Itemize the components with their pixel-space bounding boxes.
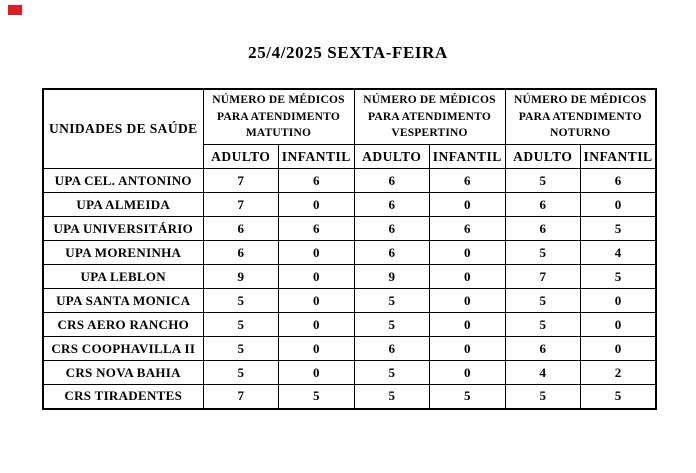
subheader-vespertino-infantil: INFANTIL [430,145,506,169]
value-cell: 6 [354,193,430,217]
value-cell: 0 [279,337,355,361]
subheader-noturno-adulto: ADULTO [505,145,581,169]
value-cell: 6 [430,217,506,241]
value-cell: 5 [354,361,430,385]
value-cell: 0 [430,193,506,217]
table-row [43,169,656,193]
value-cell: 4 [581,241,657,265]
value-cell: 5 [430,385,506,409]
unit-name-cell: UPA MORENINHA [43,241,203,265]
table-row [43,313,656,337]
value-cell: 5 [505,289,581,313]
value-cell: 0 [581,313,657,337]
value-cell: 6 [581,169,657,193]
value-cell: 6 [203,217,279,241]
value-cell: 0 [279,265,355,289]
value-cell: 0 [430,265,506,289]
value-cell: 9 [354,265,430,289]
value-cell: 5 [354,313,430,337]
table-body [43,169,656,409]
table-row [43,289,656,313]
value-cell: 5 [581,265,657,289]
value-cell: 7 [203,169,279,193]
unit-name-cell: UPA ALMEIDA [43,193,203,217]
subheader-matutino-adulto: ADULTO [203,145,279,169]
value-cell: 6 [279,217,355,241]
value-cell: 6 [430,169,506,193]
table-row [43,361,656,385]
value-cell: 6 [505,217,581,241]
value-cell: 6 [354,337,430,361]
table-row [43,385,656,409]
group-header-noturno: NÚMERO DE MÉDICOS PARA ATENDIMENTO NOTURNO [505,89,656,145]
table-row [43,265,656,289]
value-cell: 0 [430,337,506,361]
table-row [43,193,656,217]
table-row [43,337,656,361]
value-cell: 6 [354,241,430,265]
value-cell: 6 [505,193,581,217]
value-cell: 5 [581,217,657,241]
unit-name-cell: CRS COOPHAVILLA II [43,337,203,361]
value-cell: 5 [505,169,581,193]
value-cell: 6 [505,337,581,361]
value-cell: 7 [203,193,279,217]
group-header-row [43,89,656,145]
value-cell: 5 [581,385,657,409]
value-cell: 0 [279,313,355,337]
group-header-vespertino: NÚMERO DE MÉDICOS PARA ATENDIMENTO VESPERTINO [354,89,505,145]
unit-name-cell: CRS NOVA BAHIA [43,361,203,385]
value-cell: 6 [354,217,430,241]
value-cell: 5 [279,385,355,409]
value-cell: 2 [581,361,657,385]
value-cell: 6 [203,241,279,265]
subheader-vespertino-adulto: ADULTO [354,145,430,169]
value-cell: 5 [505,313,581,337]
value-cell: 0 [581,289,657,313]
value-cell: 0 [430,361,506,385]
value-cell: 7 [203,385,279,409]
unit-name-cell: UPA UNIVERSITÁRIO [43,217,203,241]
value-cell: 4 [505,361,581,385]
value-cell: 5 [505,241,581,265]
group-header-matutino: NÚMERO DE MÉDICOS PARA ATENDIMENTO MATUTINO [203,89,354,145]
value-cell: 0 [279,193,355,217]
unit-name-cell: UPA CEL. ANTONINO [43,169,203,193]
unit-name-cell: CRS TIRADENTES [43,385,203,409]
medical-staff-table [42,88,657,410]
value-cell: 5 [203,361,279,385]
value-cell: 6 [354,169,430,193]
unit-column-header: UNIDADES DE SAÚDE [43,89,203,169]
table-row [43,217,656,241]
page-title: 25/4/2025 SEXTA-FEIRA [248,43,448,62]
value-cell: 0 [279,361,355,385]
unit-name-cell: UPA SANTA MONICA [43,289,203,313]
value-cell: 7 [505,265,581,289]
table-header [43,89,656,169]
unit-name-cell: CRS AERO RANCHO [43,313,203,337]
value-cell: 0 [430,289,506,313]
value-cell: 6 [279,169,355,193]
value-cell: 5 [354,385,430,409]
value-cell: 0 [430,313,506,337]
value-cell: 9 [203,265,279,289]
value-cell: 0 [279,289,355,313]
red-corner-marker [8,5,22,15]
subheader-matutino-infantil: INFANTIL [279,145,355,169]
value-cell: 5 [203,289,279,313]
value-cell: 0 [430,241,506,265]
value-cell: 0 [581,193,657,217]
value-cell: 5 [203,337,279,361]
subheader-noturno-infantil: INFANTIL [581,145,657,169]
value-cell: 5 [203,313,279,337]
unit-name-cell: UPA LEBLON [43,265,203,289]
table-row [43,241,656,265]
value-cell: 0 [581,337,657,361]
value-cell: 5 [354,289,430,313]
value-cell: 5 [505,385,581,409]
value-cell: 0 [279,241,355,265]
